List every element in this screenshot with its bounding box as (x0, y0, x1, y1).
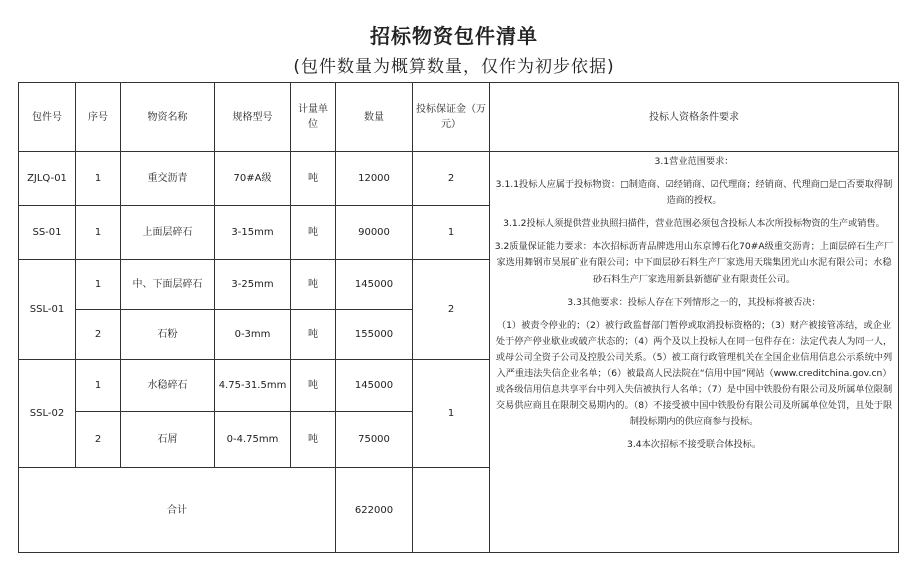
cell-name: 重交沥青 (121, 152, 215, 206)
header-seq: 序号 (76, 83, 121, 152)
document-subtitle: (包件数量为概算数量，仅作为初步依据) (293, 57, 615, 77)
header-package-no: 包件号 (19, 83, 76, 152)
cell-seq: 1 (76, 260, 121, 310)
table-row (19, 152, 899, 206)
cell-unit: 吨 (291, 206, 336, 260)
cell-name: 石屑 (121, 412, 215, 468)
cell-unit: 吨 (291, 412, 336, 468)
cell-spec: 3-15mm (215, 206, 291, 260)
cell-qty: 12000 (336, 152, 413, 206)
cell-deposit: 1 (413, 360, 490, 468)
cell-qty: 155000 (336, 310, 413, 360)
requirement-text: 3.1.2投标人须提供营业执照扫描件，营业范围必须包含投标人本次所投标物资的生产或销售。 (503, 218, 885, 230)
cell-package: SSL-01 (19, 260, 76, 360)
cell-name: 中、下面层碎石 (121, 260, 215, 310)
header-row (19, 83, 899, 152)
cell-unit: 吨 (291, 310, 336, 360)
total-deposit-empty (413, 468, 490, 553)
header-unit: 计量单位 (291, 83, 336, 152)
cell-spec: 0-4.75mm (215, 412, 291, 468)
cell-unit: 吨 (291, 152, 336, 206)
requirement-text: 3.3其他要求：投标人存在下列情形之一的，其投标将被否决： (567, 296, 821, 308)
total-label: 合计 (19, 468, 336, 553)
cell-name: 石粉 (121, 310, 215, 360)
cell-qty: 75000 (336, 412, 413, 468)
cell-name: 水稳碎石 (121, 360, 215, 412)
cell-seq: 1 (76, 152, 121, 206)
header-deposit: 投标保证金（万元） (413, 83, 490, 152)
cell-package: SS-01 (19, 206, 76, 260)
cell-qty: 145000 (336, 360, 413, 412)
cell-seq: 1 (76, 360, 121, 412)
cell-unit: 吨 (291, 360, 336, 412)
requirements-cell (490, 152, 899, 553)
cell-spec: 3-25mm (215, 260, 291, 310)
cell-spec: 4.75-31.5mm (215, 360, 291, 412)
cell-deposit: 2 (413, 152, 490, 206)
header-spec: 规格型号 (215, 83, 291, 152)
materials-table (18, 82, 899, 553)
total-qty: 622000 (336, 468, 413, 553)
cell-seq: 2 (76, 310, 121, 360)
cell-package: ZJLQ-01 (19, 152, 76, 206)
document-title: 招标物资包件清单 (370, 24, 538, 48)
cell-unit: 吨 (291, 260, 336, 310)
cell-deposit: 1 (413, 206, 490, 260)
cell-seq: 2 (76, 412, 121, 468)
cell-name: 上面层碎石 (121, 206, 215, 260)
header-material-name: 物资名称 (121, 83, 215, 152)
header-quantity: 数量 (336, 83, 413, 152)
requirement-text: 3.4本次招标不接受联合体投标。 (626, 439, 762, 451)
cell-qty: 90000 (336, 206, 413, 260)
requirement-text: （1）被责令停业的；（2）被行政监督部门暂停或取消投标资格的；（3）财产被接管冻结，或企业处于停产停业歇业或破产状态的；（4）两个及以上投标人在同一包件存在：法定代表人为同一人，或母公司全资子公司及控股公司关系。（5）被工商行政管理机关在全国企业信用信息公示系统中列入严重违法失信企业名单；（6）被最高人民法院在“信用中国”网站（www.creditchina.gov.cn）或各级信用信息共享平台中列入失信被执行人名单；（7）是中国中铁股份有限公司及所属单位限制交易供应商且在限制交易期内的。（8）不接受被中国中铁股份有限公司及所属单位处罚，且处于限制投标期内的供应商参与投标。 (495, 319, 893, 428)
cell-spec: 0-3mm (215, 310, 291, 360)
cell-package: SSL-02 (19, 360, 76, 468)
cell-qty: 145000 (336, 260, 413, 310)
cell-deposit: 2 (413, 260, 490, 360)
cell-spec: 70#A级 (215, 152, 291, 206)
header-requirements: 投标人资格条件要求 (490, 83, 899, 152)
requirement-text: 3.1.1投标人应属于投标物资：□制造商、☑经销商、☑代理商；经销商、代理商□是□否要取得制造商的授权。 (495, 179, 893, 207)
requirement-text: 3.1营业范围要求： (654, 156, 734, 167)
requirement-text: 3.2质量保证能力要求：本次招标沥青品牌选用山东京博石化70#A级重交沥青；上面层碎石生产厂家选用舞钢市昊展矿业有限公司；中下面层砂石料生产厂家选用天瑞集团光山水泥有限公司；水稳砂石料生产厂家选用新县新德矿业有限责任公司。 (494, 241, 894, 285)
cell-seq: 1 (76, 206, 121, 260)
